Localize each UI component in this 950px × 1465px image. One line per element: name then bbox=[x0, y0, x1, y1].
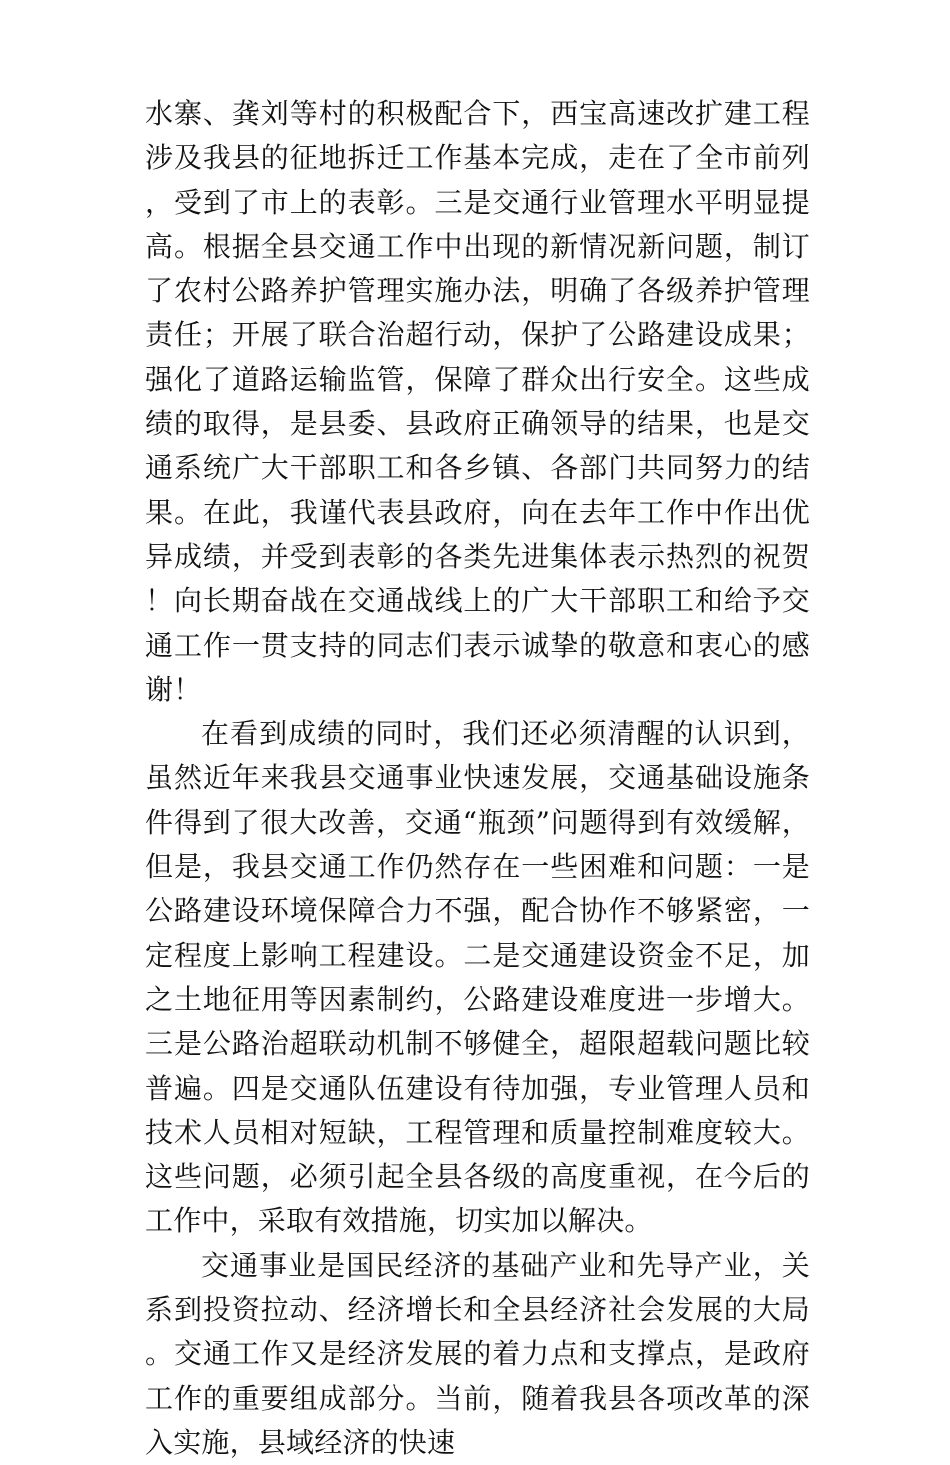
paragraph-problems: 在看到成绩的同时，我们还必须清醒的认识到，虽然近年来我县交通事业快速发展，交通基础设施条件得到了很大改善，交通“瓶颈”问题得到有效缓解，但是，我县交通工作仍然存在一些困难和问题：一是公路建设环境保障合力不强，配合协作不够紧密，一定程度上影响工程建设。二是交通建设资金不足，加之土地征用等因素制约，公路建设难度进一步增大。三是公路治超联动机制不够健全，超限超载问题比较普遍。四是交通队伍建设有待加强，专业管理人员和技术人员相对短缺，工程管理和质量控制难度较大。这些问题，必须引起全县各级的高度重视，在今后的工作中，采取有效措施，切实加以解决。 bbox=[145, 717, 810, 1238]
document-page bbox=[145, 92, 810, 1465]
paragraph-achievements: 水寨、龚刘等村的积极配合下，西宝高速改扩建工程涉及我县的征地拆迁工作基本完成，走在了全市前列，受到了市上的表彰。三是交通行业管理水平明显提高。根据全县交通工作中出现的新情况新问题，制订了农村公路养护管理实施办法，明确了各级养护管理责任；开展了联合治超行动，保护了公路建设成果；强化了道路运输监管，保障了群众出行安全。这些成绩的取得，是县委、县政府正确领导的结果，也是交通系统广大干部职工和各乡镇、各部门共同努力的结果。在此，我谨代表县政府，向在去年工作中作出优异成绩，并受到表彰的各类先进集体表示热烈的祝贺！向长期奋战在交通战线上的广大干部职工和给予交通工作一贯支持的同志们表示诚挚的敬意和衷心的感谢！ bbox=[145, 97, 810, 706]
paragraph-importance: 交通事业是国民经济的基础产业和先导产业，关系到投资拉动、经济增长和全县经济社会发展的大局。交通工作又是经济发展的着力点和支撑点，是政府工作的重要组成部分。当前，随着我县各项改革的深入实施，县域经济的快速 bbox=[145, 1248, 810, 1459]
